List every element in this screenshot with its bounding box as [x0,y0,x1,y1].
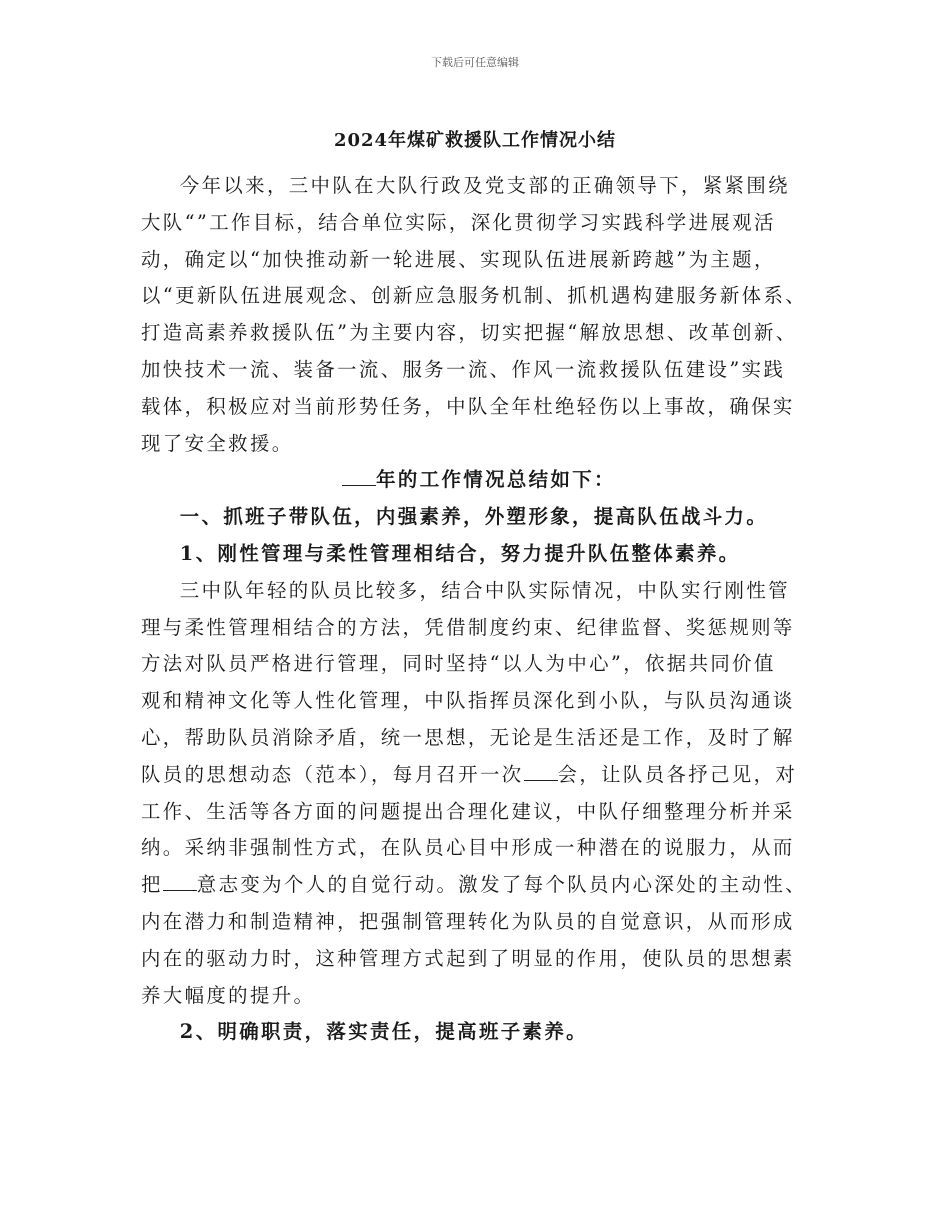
intro-paragraph [141,168,817,462]
intro-line: 今年以来，三中队在大队行政及党支部的正确领导下，紧紧围绕 [179,174,790,197]
intro-line: 以“更新队伍进展观念、创新应急服务机制、抓机遇构建服务新体系、 [141,284,808,308]
body-line: 三中队年轻的队员比较多，结合中队实际情况，中队实行刚性管 [179,578,790,602]
body-line-part: 队员的思想动态（范本），每月召开一次 [141,762,524,786]
intro-line: 现了安全救援。 [141,431,294,455]
body-line: 工作、生活等各方面的问题提出合理化建议，中队仔细整理分析并采 [141,799,795,823]
body-paragraph [141,573,817,1015]
body-line-part: 意志变为个人的自觉行动。激发了每个队员内心深处的主动性、 [196,873,807,897]
body-line [141,867,817,904]
blank-underline [342,467,376,486]
body-line: 内在的驱动力时，这种管理方式起到了明显的作用，使队员的思想素 [141,946,795,970]
subsection-heading-1: 1、刚性管理与柔性管理相结合，努力提升队伍整体素养。 [179,541,741,565]
document-title: 2024年煤矿救援队工作情况小结 [333,130,617,151]
intro-line: 动，确定以“加快推动新一轮进展、实现队伍进展新跨越”为主题， [141,247,776,271]
document-body [141,168,817,1051]
body-line: 理与柔性管理相结合的方法，凭借制度约束、纪律监督、奖惩规则等 [141,615,795,639]
blank-underline [163,872,197,891]
body-line-part: 会，让队员各抒己见，对 [557,762,798,786]
intro-line: 打造高素养救援队伍”为主要内容，切实把握“解放思想、改革创新、 [141,321,798,345]
intro-line: 大队“”工作目标，结合单位实际，深化贯彻学习实践科学进展观活 [141,210,776,234]
body-line: 内在潜力和制造精神，把强制管理转化为队员的自觉意识，从而形成 [141,909,795,933]
body-line: 纳。采纳非强制性方式，在队员心目中形成一种潜在的说服力，从而 [141,836,795,860]
body-line: 方法对队员严格进行管理，同时坚持“以人为中心”，依据共同价值 [141,652,776,676]
intro-line: 载体，积极应对当前形势任务，中队全年杜绝轻伤以上事故，确保实 [141,394,795,418]
subsection-heading-2: 2、明确职责，落实责任，提高班子素养。 [179,1020,588,1044]
summary-heading [141,462,817,499]
section-heading-1: 一、抓班子带队伍，内强素养，外塑形象，提高队伍战斗力。 [179,505,769,529]
summary-heading-text: 年的工作情况总结如下： [376,468,616,492]
intro-line: 加快技术一流、装备一流、服务一流、作风一流救援队伍建设”实践 [141,357,786,381]
body-line: 观和精神文化等人性化管理，中队指挥员深化到小队，与队员沟通谈 [141,689,795,713]
body-line: 养大幅度的提升。 [141,983,316,1007]
header-note: 下载后可任意编辑 [431,56,519,69]
body-line-part: 把 [141,873,163,897]
body-line: 心，帮助队员消除矛盾，统一思想，无论是生活还是工作，及时了解 [141,725,795,749]
body-line [141,757,817,794]
blank-underline [524,762,558,781]
